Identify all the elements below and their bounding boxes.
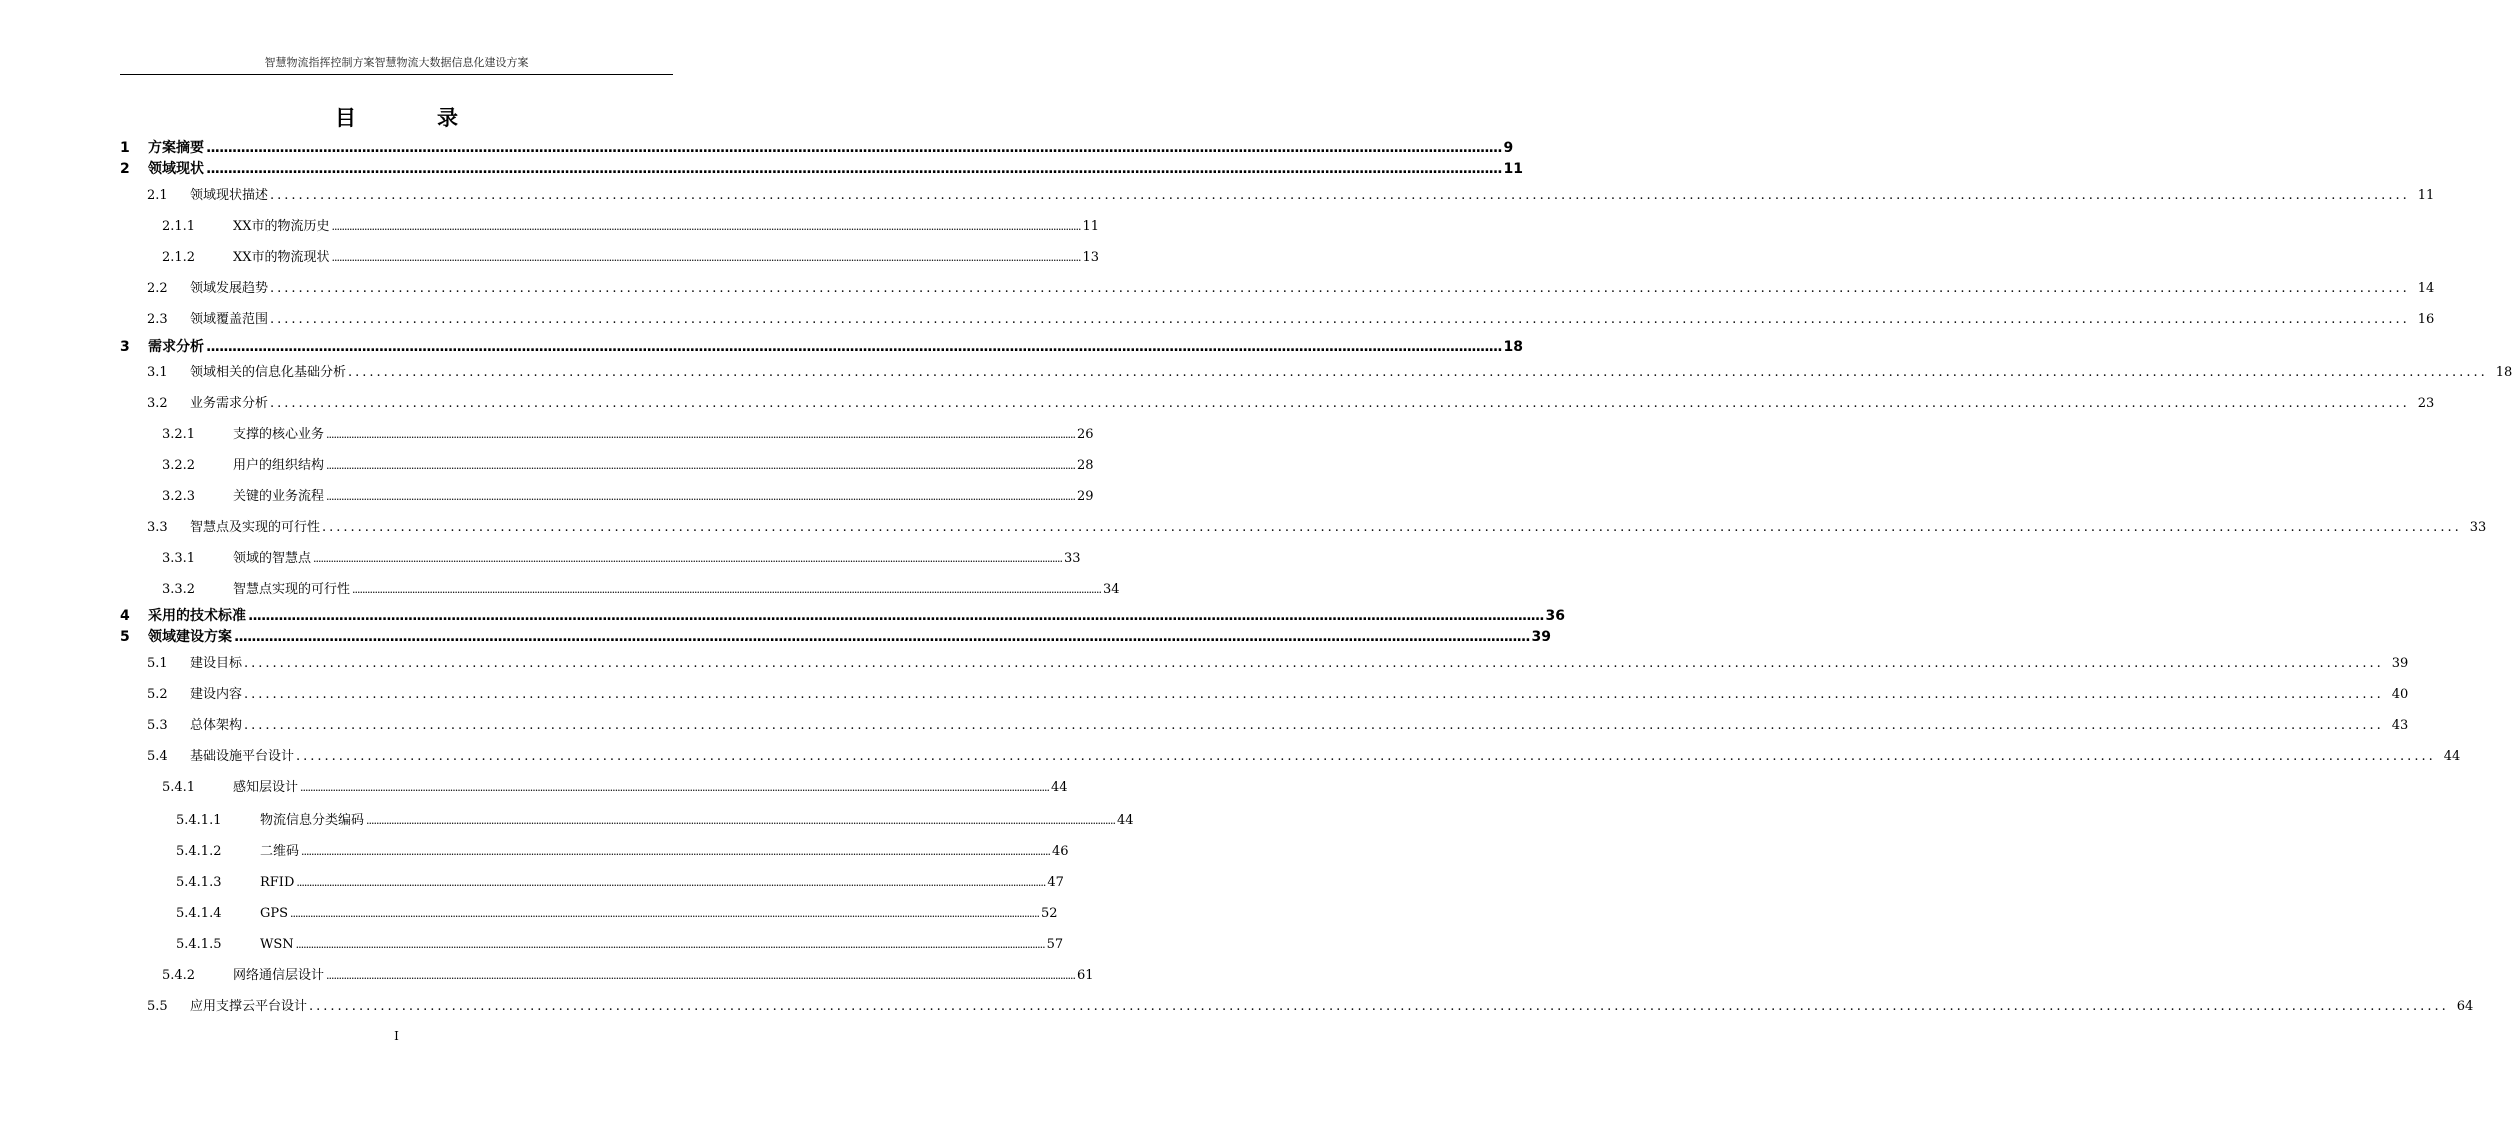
toc-entry-title: 智慧点实现的可行性: [233, 582, 351, 597]
toc-leader-dots: ............................................................................................................................................................................................................................................................................................................: [234, 629, 1530, 645]
toc-entry-page: 14: [2417, 281, 2435, 296]
toc-entry[interactable]: [147, 717, 2409, 735]
toc-entry-number: 3.2: [147, 396, 168, 411]
toc-leader-dots: ............................................................................................................................................................................................................................................................................................................: [244, 687, 2384, 702]
toc-entry-number: 5.4: [147, 749, 168, 764]
toc-entry-number: 3.2.3: [162, 489, 196, 504]
toc-leader-dots: ............................................................................................................................................................................................................................................................................................................: [270, 396, 2410, 411]
toc-leader-dots: ............................................................................................................................................................................................................................................................................................................: [206, 140, 1502, 156]
toc-leader-dots: ............................................................................................................................................................................................................................................................................................................: [270, 188, 2410, 203]
toc-entry-number: 5.4.1: [162, 780, 196, 795]
toc-entry-page: 64: [2456, 999, 2474, 1014]
toc-entry-page: 44: [1117, 813, 1134, 828]
toc-entry[interactable]: [147, 686, 2409, 704]
toc-entry[interactable]: [147, 748, 2461, 766]
toc-entry-title: 领域建设方案: [148, 629, 232, 645]
toc-entry-number: 2.3: [147, 312, 168, 327]
toc-entry-title: 物流信息分类编码: [260, 813, 365, 828]
toc-entry-title: 需求分析: [148, 339, 204, 355]
toc-entry-number: 3.2.1: [162, 427, 196, 442]
toc-entry-page: 18: [1503, 339, 1523, 355]
toc-entry-number: 2: [120, 161, 130, 177]
toc-entry[interactable]: [176, 843, 1069, 861]
toc-entry-page: 11: [1503, 161, 1523, 177]
toc-entry-page: 11: [2417, 188, 2435, 203]
toc-entry-title: 领域发展趋势: [190, 281, 269, 296]
toc-entry[interactable]: [147, 998, 2474, 1016]
toc-entry[interactable]: [120, 607, 1565, 625]
toc-entry[interactable]: [147, 187, 2435, 205]
toc-leader-dots: ............................................................................................................................................................................................................................................................................................................: [244, 718, 2384, 733]
toc-entry-page: 61: [1077, 968, 1094, 983]
toc-entry-number: 3.1: [147, 365, 168, 380]
toc-entry-title: XX市的物流现状: [233, 250, 330, 265]
toc-entry-number: 5.4.2: [162, 968, 196, 983]
toc-entry[interactable]: [147, 395, 2435, 413]
toc-entry-page: 33: [2469, 520, 2487, 535]
toc-entry-number: 3: [120, 339, 130, 355]
toc-entry-number: 5.4.1.3: [176, 875, 222, 890]
toc-entry-title: 采用的技术标准: [148, 608, 246, 624]
toc-leader-dots: ............................................................................................................................................................................................................................................................................................................: [348, 365, 2488, 380]
toc-entry[interactable]: [162, 779, 1068, 797]
toc-leader-dots: ............................................................................................................................................................................................................................................................................................................: [326, 459, 1075, 472]
toc-leader-dots: ............................................................................................................................................................................................................................................................................................................: [295, 938, 1045, 951]
toc-entry-page: 9: [1503, 140, 1514, 156]
toc-entry-title: 二维码: [260, 844, 300, 859]
toc-entry[interactable]: [120, 628, 1551, 646]
toc-entry-number: 2.1.2: [162, 250, 196, 265]
toc-entry-title: 应用支撑云平台设计: [190, 999, 308, 1014]
toc-entry-page: 26: [1077, 427, 1094, 442]
toc-entry-number: 5.2: [147, 687, 168, 702]
toc-entry-number: 4: [120, 608, 130, 624]
running-header: 智慧物流指挥控制方案智慧物流大数据信息化建设方案: [264, 56, 529, 69]
toc-entry-title: 建设目标: [190, 656, 243, 671]
toc-entry-number: 5: [120, 629, 130, 645]
toc-entry-title: RFID: [260, 875, 295, 890]
toc-entry-number: 3.3: [147, 520, 168, 535]
toc-entry[interactable]: [162, 581, 1120, 599]
toc-entry[interactable]: [147, 364, 2512, 382]
toc-entry-page: 28: [1077, 458, 1094, 473]
toc-leader-dots: ............................................................................................................................................................................................................................................................................................................: [309, 999, 2449, 1014]
toc-entry[interactable]: [162, 457, 1094, 475]
toc-entry-number: 1: [120, 140, 130, 156]
toc-leader-dots: ............................................................................................................................................................................................................................................................................................................: [326, 490, 1075, 503]
toc-entry-page: 33: [1064, 551, 1081, 566]
toc-entry-title: 智慧点及实现的可行性: [190, 520, 321, 535]
toc-leader-dots: ............................................................................................................................................................................................................................................................................................................: [270, 281, 2410, 296]
toc-leader-dots: ............................................................................................................................................................................................................................................................................................................: [326, 428, 1075, 441]
toc-entry-page: 43: [2391, 718, 2409, 733]
toc-entry-number: 3.3.2: [162, 582, 196, 597]
toc-entry-title: 支撑的核心业务: [233, 427, 325, 442]
toc-entry-page: 11: [1082, 219, 1100, 234]
toc-entry-page: 16: [2417, 312, 2435, 327]
toc-entry[interactable]: [162, 218, 1100, 236]
toc-entry[interactable]: [120, 139, 1514, 157]
toc-entry-page: 57: [1046, 937, 1064, 952]
toc-entry-title: 领域相关的信息化基础分析: [190, 365, 347, 380]
toc-entry-page: 39: [1531, 629, 1551, 645]
toc-leader-dots: ............................................................................................................................................................................................................................................................................................................: [248, 608, 1544, 624]
toc-entry-number: 5.4.1.1: [176, 813, 222, 828]
toc-entry-number: 2.2: [147, 281, 168, 296]
toc-entry[interactable]: [176, 905, 1058, 923]
toc-entry-page: 36: [1545, 608, 1565, 624]
toc-entry[interactable]: [162, 488, 1094, 506]
toc-entry-page: 47: [1047, 875, 1064, 890]
toc-entry[interactable]: [162, 426, 1094, 444]
toc-entry-number: 5.1: [147, 656, 168, 671]
toc-entry-page: 23: [2417, 396, 2435, 411]
toc-entry-page: 13: [1082, 250, 1100, 265]
toc-leader-dots: ............................................................................................................................................................................................................................................................................................................: [331, 220, 1081, 233]
toc-entry-title: 领域现状描述: [190, 188, 269, 203]
toc-entry-title: 方案摘要: [148, 140, 204, 156]
toc-leader-dots: ............................................................................................................................................................................................................................................................................................................: [296, 876, 1046, 889]
toc-entry-title: 基础设施平台设计: [190, 749, 295, 764]
toc-leader-dots: ............................................................................................................................................................................................................................................................................................................: [206, 339, 1502, 355]
toc-entry-number: 5.4.1.5: [176, 937, 222, 952]
toc-entry-page: 52: [1041, 906, 1058, 921]
toc-leader-dots: ............................................................................................................................................................................................................................................................................................................: [244, 656, 2384, 671]
toc-leader-dots: ............................................................................................................................................................................................................................................................................................................: [300, 781, 1049, 794]
toc-entry-number: 5.4.1.4: [176, 906, 222, 921]
toc-entry-page: 40: [2391, 687, 2409, 702]
toc-entry-title: 建设内容: [190, 687, 243, 702]
toc-title: 目 录: [335, 105, 488, 130]
toc-leader-dots: ............................................................................................................................................................................................................................................................................................................: [270, 312, 2410, 327]
toc-leader-dots: ............................................................................................................................................................................................................................................................................................................: [301, 845, 1050, 858]
toc-entry[interactable]: [176, 812, 1134, 830]
toc-entry-number: 2.1.1: [162, 219, 196, 234]
toc-entry-page: 46: [1052, 844, 1069, 859]
toc-leader-dots: ............................................................................................................................................................................................................................................................................................................: [331, 251, 1081, 264]
toc-entry[interactable]: [120, 338, 1523, 356]
toc-entry-number: 5.3: [147, 718, 168, 733]
toc-leader-dots: ............................................................................................................................................................................................................................................................................................................: [313, 552, 1062, 565]
toc-entry-page: 34: [1103, 582, 1120, 597]
toc-leader-dots: ............................................................................................................................................................................................................................................................................................................: [326, 969, 1075, 982]
toc-entry[interactable]: [162, 967, 1094, 985]
toc-entry-title: 网络通信层设计: [233, 968, 325, 983]
toc-entry-title: 领域现状: [148, 161, 204, 177]
toc-entry[interactable]: [147, 519, 2487, 537]
toc-leader-dots: ............................................................................................................................................................................................................................................................................................................: [206, 161, 1502, 177]
toc-entry-title: 总体架构: [190, 718, 243, 733]
toc-entry-title: 领域的智慧点: [233, 551, 312, 566]
toc-entry[interactable]: [176, 936, 1064, 954]
toc-entry-title: WSN: [260, 937, 294, 952]
toc-entry-title: 业务需求分析: [190, 396, 269, 411]
toc-entry[interactable]: [176, 874, 1064, 892]
toc-entry[interactable]: [162, 249, 1100, 267]
toc-entry[interactable]: [147, 655, 2409, 673]
toc-leader-dots: ............................................................................................................................................................................................................................................................................................................: [352, 583, 1101, 596]
toc-entry-page: 18: [2495, 365, 2512, 380]
toc-entry-number: 3.2.2: [162, 458, 196, 473]
toc-entry-title: 领域覆盖范围: [190, 312, 269, 327]
toc-leader-dots: ............................................................................................................................................................................................................................................................................................................: [322, 520, 2462, 535]
toc-entry-title: 感知层设计: [233, 780, 299, 795]
toc-entry-number: 3.3.1: [162, 551, 196, 566]
toc-entry[interactable]: [147, 311, 2435, 329]
toc-entry-page: 44: [2443, 749, 2461, 764]
toc-entry[interactable]: [147, 280, 2435, 298]
toc-entry-number: 5.5: [147, 999, 168, 1014]
toc-entry-page: 39: [2391, 656, 2409, 671]
toc-entry-title: XX市的物流历史: [233, 219, 330, 234]
page-number: I: [394, 1029, 399, 1043]
toc-leader-dots: ............................................................................................................................................................................................................................................................................................................: [290, 907, 1040, 920]
toc-leader-dots: ............................................................................................................................................................................................................................................................................................................: [366, 814, 1115, 827]
toc-entry-title: 关键的业务流程: [233, 489, 325, 504]
toc-entry-title: GPS: [260, 906, 289, 921]
toc-entry[interactable]: [120, 160, 1523, 178]
toc-entry[interactable]: [162, 550, 1081, 568]
toc-leader-dots: ............................................................................................................................................................................................................................................................................................................: [296, 749, 2436, 764]
toc-entry-number: 2.1: [147, 188, 168, 203]
toc-entry-title: 用户的组织结构: [233, 458, 325, 473]
toc-entry-number: 5.4.1.2: [176, 844, 222, 859]
toc-entry-page: 44: [1051, 780, 1068, 795]
toc-entry-page: 29: [1077, 489, 1094, 504]
